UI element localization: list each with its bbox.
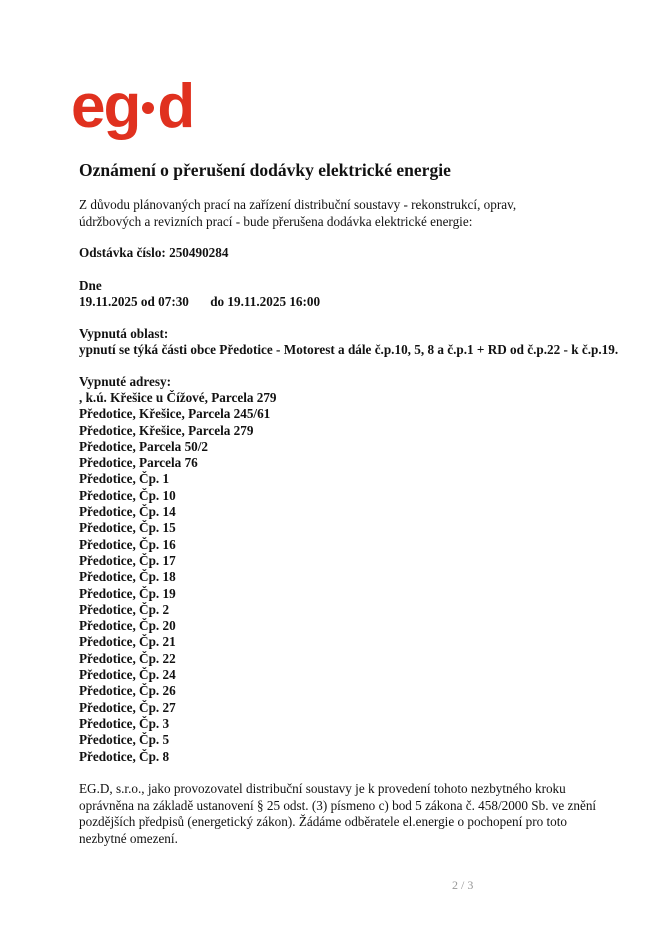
address-item: Předotice, Čp. 3 — [79, 715, 170, 731]
date-to: do 19.11.2025 16:00 — [210, 294, 321, 309]
intro-paragraph: Z důvodu plánovaných prací na zařízení distribuční soustavy - rekonstrukcí, oprav, údržbových a revizních prací - bude přerušena dodávka elektrické energie: — [79, 197, 517, 229]
address-item: Předotice, Čp. 18 — [79, 569, 176, 585]
date-label: Dne — [79, 278, 102, 293]
logo-text-left: eg — [71, 72, 140, 141]
address-item: Předotice, Parcela 76 — [79, 455, 198, 471]
address-item: Předotice, Čp. 14 — [79, 504, 176, 520]
area-text: ypnutí se týká části obce Předotice - Motorest a dále č.p.10, 5, 8 a č.p.1 + RD od č.p.22 - k č.p.19. — [79, 342, 619, 357]
outage-number: Odstávka číslo: 250490284 — [79, 245, 229, 260]
address-item: Předotice, Čp. 5 — [79, 732, 170, 748]
address-item: Předotice, Čp. 16 — [79, 536, 176, 552]
logo-dot-icon — [142, 102, 154, 114]
date-range — [79, 294, 320, 310]
address-item: Předotice, Čp. 20 — [79, 618, 176, 634]
address-item: Předotice, Čp. 22 — [79, 650, 176, 666]
address-item: Předotice, Křešice, Parcela 245/61 — [79, 406, 271, 422]
address-item: Předotice, Čp. 26 — [79, 683, 176, 699]
address-item: Předotice, Čp. 19 — [79, 585, 176, 601]
address-list — [79, 390, 277, 765]
address-item: , k.ú. Křešice u Čížové, Parcela 279 — [79, 390, 277, 405]
page-number: 2 / 3 — [452, 878, 474, 892]
logo-text-right: d — [157, 72, 194, 141]
addresses-label: Vypnuté adresy: — [79, 374, 171, 389]
page-title: Oznámení o přerušení dodávky elektrické energie — [79, 160, 451, 180]
address-item: Předotice, Čp. 2 — [79, 601, 170, 617]
address-item: Předotice, Čp. 10 — [79, 487, 176, 503]
address-item: Předotice, Čp. 1 — [79, 471, 170, 487]
address-item: Předotice, Čp. 15 — [79, 520, 176, 536]
address-item: Předotice, Čp. 21 — [79, 634, 176, 650]
area-label: Vypnutá oblast: — [79, 326, 169, 341]
egd-logo — [71, 72, 194, 141]
address-item: Předotice, Čp. 8 — [79, 748, 170, 764]
address-item: Předotice, Čp. 17 — [79, 552, 176, 568]
address-item: Předotice, Parcela 50/2 — [79, 438, 209, 454]
address-item: Předotice, Čp. 24 — [79, 667, 176, 683]
address-item: Předotice, Čp. 27 — [79, 699, 176, 715]
address-item: Předotice, Křešice, Parcela 279 — [79, 422, 254, 438]
legal-notice: EG.D, s.r.o., jako provozovatel distribuční soustavy je k provedení tohoto nezbytného kroku oprávněna na základě ustanovení § 25 odst. (3) písmeno c) bod 5 zákona č. 458/2000 Sb. ve znění pozdějších předpisů (energetický zákon). Žádáme odběratele el.energie o pochopení pro toto nezbytné omezení. — [79, 781, 597, 846]
date-from: 19.11.2025 od 07:30 — [79, 294, 189, 309]
